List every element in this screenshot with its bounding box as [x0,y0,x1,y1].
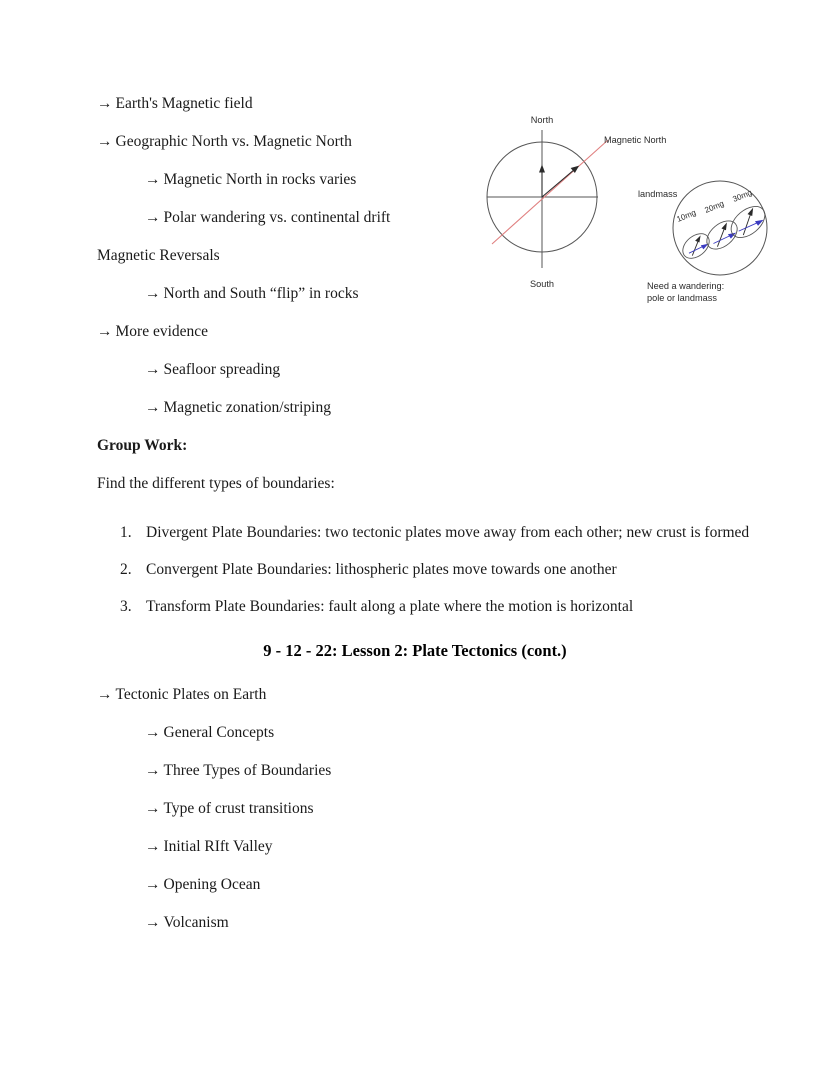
diagram-label-landmass: landmass [638,189,678,199]
diagram-caption-line-1: Need a wandering: [647,281,725,291]
group-work-heading [97,438,737,454]
note-line-text: Magnetic Reversals [97,247,220,264]
note-line-text: Tectonic Plates on Earth [115,686,267,703]
note-line [97,400,737,416]
arrow-icon: → [145,399,161,416]
arrow-icon: → [97,686,113,703]
diagram-label-sample-10mg: 10mg [675,208,698,224]
arrow-icon: → [145,914,161,931]
note-line [97,877,737,893]
list-item-number: 3. [120,598,132,615]
note-line-text: Magnetic zonation/striping [163,399,331,416]
note-line [97,286,737,302]
list-item-number: 1. [120,524,132,541]
note-line-text: Earth's Magnetic field [115,95,253,112]
arrow-icon: → [145,876,161,893]
note-line-text: Type of crust transitions [163,800,314,817]
boundaries-list [97,514,750,625]
note-line-text: Polar wandering vs. continental drift [163,209,391,226]
diagram-label-north: North [530,115,554,125]
note-line-text: Geographic North vs. Magnetic North [115,133,352,150]
note-line-text: Volcanism [163,914,229,931]
boundaries-prompt: Find the different types of boundaries: [97,475,335,492]
arrow-icon: → [145,171,161,188]
group-work-label: Group Work: [97,437,188,454]
arrow-icon: → [97,133,113,150]
note-line [97,96,737,112]
list-item-text: Convergent Plate Boundaries: lithospheric plates move towards one another [146,561,617,578]
list-item-text: Divergent Plate Boundaries: two tectonic plates move away from each other; new crust is formed [146,524,750,541]
list-item [97,514,786,551]
note-line [97,248,737,264]
note-line [97,725,737,741]
lesson-heading: 9 - 12 - 22: Lesson 2: Plate Tectonics (cont.) [263,641,567,660]
diagram-caption-line-2: pole or landmass [647,293,717,303]
note-line [97,172,737,188]
arrow-icon: → [145,285,161,302]
arrow-icon: → [145,209,161,226]
arrow-icon: → [145,800,161,817]
list-item [97,551,786,588]
note-line-text: Initial RIft Valley [163,838,273,855]
note-line-text: North and South “flip” in rocks [163,285,359,302]
arrow-icon: → [97,95,113,112]
note-line-text: Seafloor spreading [163,361,281,378]
note-line [97,763,737,779]
arrow-icon: → [145,724,161,741]
arrow-icon: → [97,323,113,340]
arrow-icon: → [145,762,161,779]
note-line [97,362,737,378]
arrow-icon: → [145,838,161,855]
note-line-text: Three Types of Boundaries [163,762,332,779]
note-line-text: Magnetic North in rocks varies [163,171,357,188]
note-line-text: More evidence [115,323,209,340]
diagram-label-magnetic-north: Magnetic North [604,135,667,145]
note-line [97,134,737,150]
list-item [97,588,786,625]
list-item-text: Transform Plate Boundaries: fault along a plate where the motion is horizontal [146,598,634,615]
diagram-label-south: South [529,279,555,289]
list-item-number: 2. [120,561,132,578]
diagram-label-sample-20mg: 20mg [703,199,726,215]
note-line [97,839,737,855]
note-line [97,687,737,703]
diagram-label-sample-30mg: 30mg [731,188,754,204]
note-line-text: General Concepts [163,724,275,741]
note-line-text: Opening Ocean [163,876,261,893]
note-line [97,801,737,817]
note-line [97,915,737,931]
note-line [97,324,737,340]
arrow-icon: → [145,361,161,378]
note-line [97,210,737,226]
